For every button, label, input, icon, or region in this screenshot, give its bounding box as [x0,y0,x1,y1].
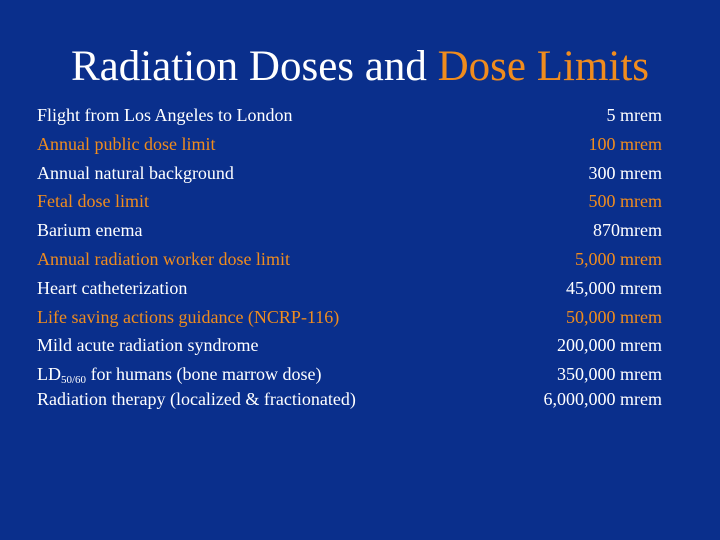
dose-value: 500 mrem [588,191,662,212]
dose-label: Annual public dose limit [37,133,216,154]
dose-label: Mild acute radiation syndrome [37,335,259,356]
dose-label: Barium enema [37,220,143,241]
dose-row-radiation-therapy [37,389,662,413]
dose-label: Heart catheterization [37,277,188,298]
dose-label: Flight from Los Angeles to London [37,105,293,125]
dose-value: 350,000 mrem [557,364,662,385]
dose-value: 870mrem [593,220,662,241]
dose-row-natural-background [37,159,662,188]
dose-value: 5 mrem [606,105,662,125]
dose-label: Annual natural background [37,162,234,183]
dose-label: Life saving actions guidance (NCRP-116) [37,306,340,327]
dose-value: 300 mrem [588,162,662,183]
dose-label: Radiation therapy (localized & fractionated) [37,388,356,409]
dose-value: 200,000 mrem [557,335,662,356]
title-part-2-accent: Dose Limits [437,43,650,90]
ld-prefix: LD [37,364,61,385]
dose-row-flight [37,101,662,130]
dose-row-heart-cath [37,274,662,303]
slide-title [0,40,720,94]
dose-label: Annual radiation worker dose limit [37,248,290,269]
dose-row-mild-acute [37,331,662,360]
dose-label: Fetal dose limit [37,191,149,212]
dose-value: 5,000 mrem [575,248,662,269]
dose-row-fetal-limit [37,187,662,216]
dose-value: 6,000,000 mrem [543,388,662,409]
ld-suffix: for humans (bone marrow dose) [86,364,322,385]
title-part-1: Radiation Doses and [70,43,438,90]
dose-value: 100 mrem [588,133,662,154]
dose-value: 50,000 mrem [566,306,662,327]
ld-subscript: 50/60 [61,374,87,387]
dose-row-public-limit [37,130,662,159]
dose-value: 45,000 mrem [566,277,662,298]
dose-row-worker-limit [37,245,662,274]
dose-row-barium-enema [37,216,662,245]
dose-row-life-saving [37,303,662,332]
dose-list [37,101,662,413]
